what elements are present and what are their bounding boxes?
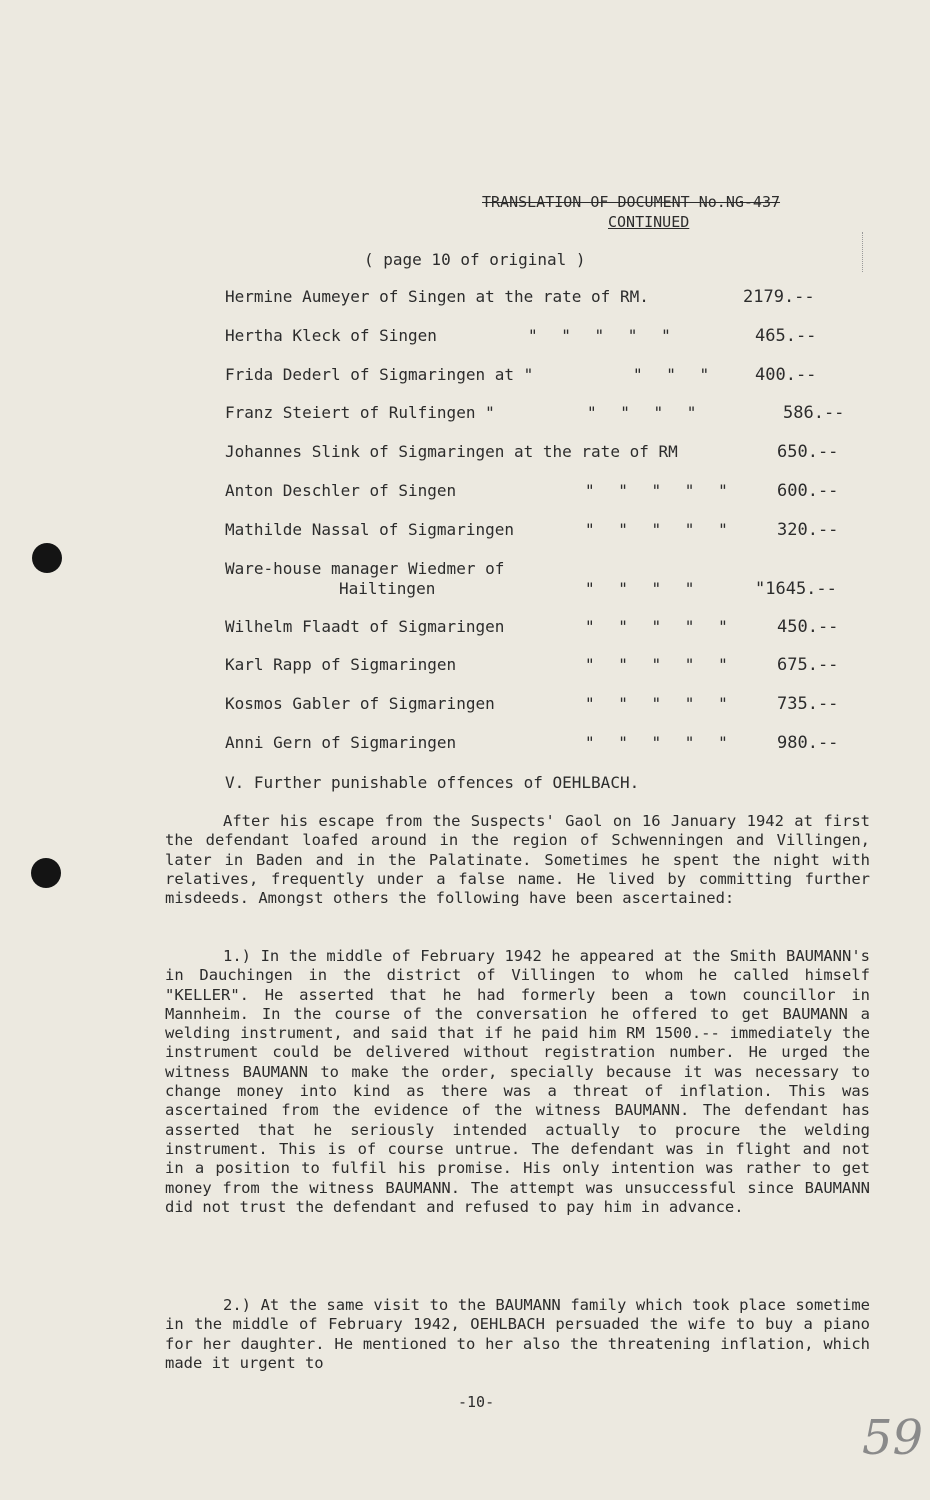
entry-name: Johannes Slink of Sigmaringen at the rate of RM — [225, 442, 678, 462]
entry-name: Anni Gern of Sigmaringen — [225, 732, 457, 752]
paragraph-item-1 — [165, 947, 870, 1217]
entry-name: Wilhelm Flaadt of Sigmaringen — [225, 616, 505, 636]
entry-name: Mathilde Nassal of Sigmaringen — [225, 519, 514, 539]
paragraph-text: 2.) At the same visit to the BAUMANN family which took place sometime in the middle of February 1942, OEHLBACH persuaded the wife to buy a piano for her daughter. He mentioned to her also the threatening inflation, which made it urgent to — [165, 1296, 870, 1372]
paragraph-escape — [165, 812, 870, 908]
entry-name: Franz Steiert of Rulfingen " — [225, 403, 495, 423]
document-header — [482, 192, 780, 232]
page-number: -10- — [458, 1393, 495, 1411]
entry-name: Kosmos Gabler of Sigmaringen — [225, 694, 495, 714]
list-item — [225, 617, 865, 656]
entry-name: Frida Dederl of Sigmaringen at " — [225, 364, 534, 384]
entry-ditto: " " " " " — [528, 325, 671, 345]
entry-amount: 675.-- — [777, 655, 839, 676]
entry-amount: 980.-- — [777, 732, 839, 753]
list-item — [225, 655, 865, 694]
entry-amount: 650.-- — [777, 442, 839, 463]
entry-ditto: " " " " " — [585, 616, 728, 636]
entry-name-line2: Hailtingen — [339, 578, 436, 598]
entry-amount: 600.-- — [777, 480, 839, 501]
list-item — [225, 694, 865, 733]
page-of-original: ( page 10 of original ) — [364, 250, 586, 269]
list-item — [225, 559, 865, 617]
entry-amount: 2179.-- — [743, 287, 815, 307]
list-item — [225, 520, 865, 559]
entry-name: Karl Rapp of Sigmaringen — [225, 655, 457, 675]
entry-name: Anton Deschler of Singen — [225, 480, 457, 500]
list-item — [225, 403, 865, 442]
entry-ditto: " " " — [633, 364, 710, 384]
payments-list — [225, 287, 865, 772]
header-continued: CONTINUED — [608, 213, 690, 231]
entry-ditto: " " " " " — [585, 732, 728, 752]
paper-edge-mark — [862, 232, 881, 272]
entry-amount: "1645.-- — [755, 578, 837, 599]
punch-hole-top — [32, 543, 62, 573]
entry-amount: 400.-- — [755, 364, 817, 385]
entry-amount: 735.-- — [777, 694, 839, 715]
entry-ditto: " " " " " — [585, 519, 728, 539]
entry-name: Hertha Kleck of Singen — [225, 325, 437, 345]
entry-ditto: " " " " " — [585, 655, 728, 675]
paragraph-item-2 — [165, 1296, 870, 1373]
handwritten-folio-number: 59 — [862, 1410, 924, 1466]
entry-amount: 586.-- — [783, 403, 845, 424]
entry-amount: 450.-- — [777, 616, 839, 637]
paragraph-text: 1.) In the middle of February 1942 he appeared at the Smith BAUMANN's in Dauchingen in the district of Villingen to whom he called himself "KELLER". He asserted that he had formerly been a town councillor in Mannheim. In the course of the conversation he offered to get BAUMANN a welding instrument, and said that if he paid him RM 1500.-- immediately the instrument could be delivered without registration number. He urged the witness BAUMANN to make the order, specially because it was necessary to change money into kind as there was a threat of inflation. This was ascertained from the evidence of the witness BAUMANN. The defendant has asserted that he seriously intended actually to procure the welding instrument. This is of course untrue. The defendant was in flight and not in a position to fulfil his promise. His only intention was rather to get money from the witness BAUMANN. The attempt was unsuccessful since BAUMANN did not trust the defendant and refused to pay him in advance. — [165, 947, 870, 1216]
header-title: TRANSLATION OF DOCUMENT No.NG-437 — [482, 193, 781, 211]
entry-amount: 465.-- — [755, 325, 817, 346]
entry-ditto: " " " " — [587, 403, 697, 423]
entry-amount: 320.-- — [777, 519, 839, 540]
entry-ditto: " " " " " — [585, 480, 728, 500]
entry-ditto: " " " " " — [585, 694, 728, 714]
list-item — [225, 442, 865, 481]
punch-hole-bottom — [31, 858, 61, 888]
section-heading: V. Further punishable offences of OEHLBACH. — [225, 773, 640, 792]
list-item — [225, 287, 865, 326]
entry-name-line1: Ware-house manager Wiedmer of — [225, 558, 505, 578]
list-item — [225, 326, 865, 365]
entry-name: Hermine Aumeyer of Singen at the rate of RM. — [225, 287, 649, 306]
paragraph-text: After his escape from the Suspects' Gaol on 16 January 1942 at first the defendant loafed around in the region of Schwenningen and Villingen, later in Baden and in the Palatinate. Sometimes he spent the night with relatives, frequently under a false name. He lived by committing further misdeeds. Amongst others the following have been ascertained: — [165, 812, 870, 908]
entry-name — [225, 559, 504, 599]
list-item — [225, 365, 865, 404]
entry-ditto: " " " " — [585, 578, 695, 598]
list-item — [225, 733, 865, 772]
list-item — [225, 481, 865, 520]
